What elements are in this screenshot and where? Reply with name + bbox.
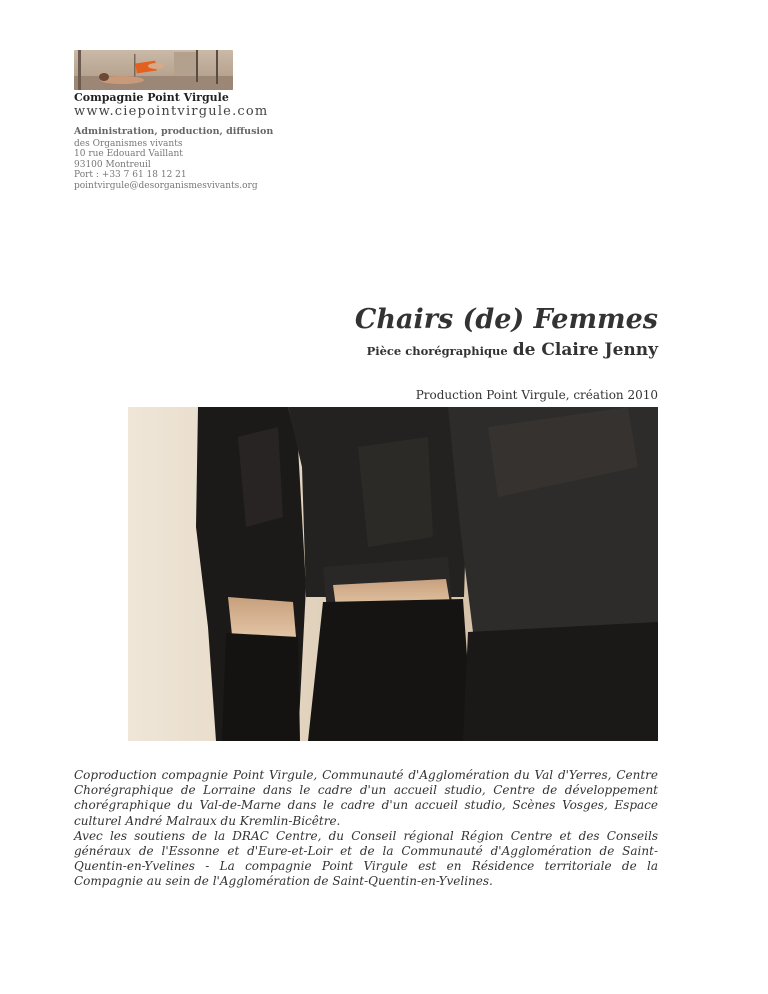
admin-line: Port : +33 7 61 18 12 21 [74,170,187,180]
company-website[interactable]: www.ciepointvirgule.com [74,104,269,119]
admin-line: 10 rue Edouard Vaillant [74,149,183,159]
admin-line: 93100 Montreuil [74,159,151,170]
company-name: Compagnie Point Virgule [74,91,229,104]
subtitle-author: de Claire Jenny [512,340,658,360]
credits-block [74,768,658,890]
admin-title: Administration, production, diffusion [74,126,274,137]
admin-email[interactable]: pointvirgule@desorganismesvivants.org [74,180,258,191]
production-line: Production Point Virgule, création 2010 [415,388,658,402]
admin-line: des Organismes vivants [74,138,183,149]
support-text: Avec les soutiens de la DRAC Centre, du Conseil régional Région Centre et des Conseils généraux de l'Essonne et d'Eure-et-Loir et de la Communauté d'Agglomération de Saint-Quentin-en-Yvelines - La compagnie Point Virgule est en Résidence territoriale de la Compagnie au sein de l'Agglomération de Saint-Quentin-en-Yvelines. [74,828,658,889]
admin-contact-block [74,127,273,191]
subtitle-prefix: Pièce chorégraphique [366,344,508,358]
company-logo-photo [74,50,233,90]
coproduction-text: Coproduction compagnie Point Virgule, Communauté d'Agglomération du Val d'Yerres, Centre Chorégraphique de Lorraine dans le cadre d'un accueil studio, Centre de développement chorégraphique du Val-de-Marne dans le cadre d'un accueil studio, Scènes Vosges, Espace culturel André Malraux du Kremlin-Bicêtre. [74,768,658,828]
piece-subtitle [367,340,658,360]
dancers-photo [128,407,658,741]
piece-title: Chairs (de) Femmes [354,304,658,335]
